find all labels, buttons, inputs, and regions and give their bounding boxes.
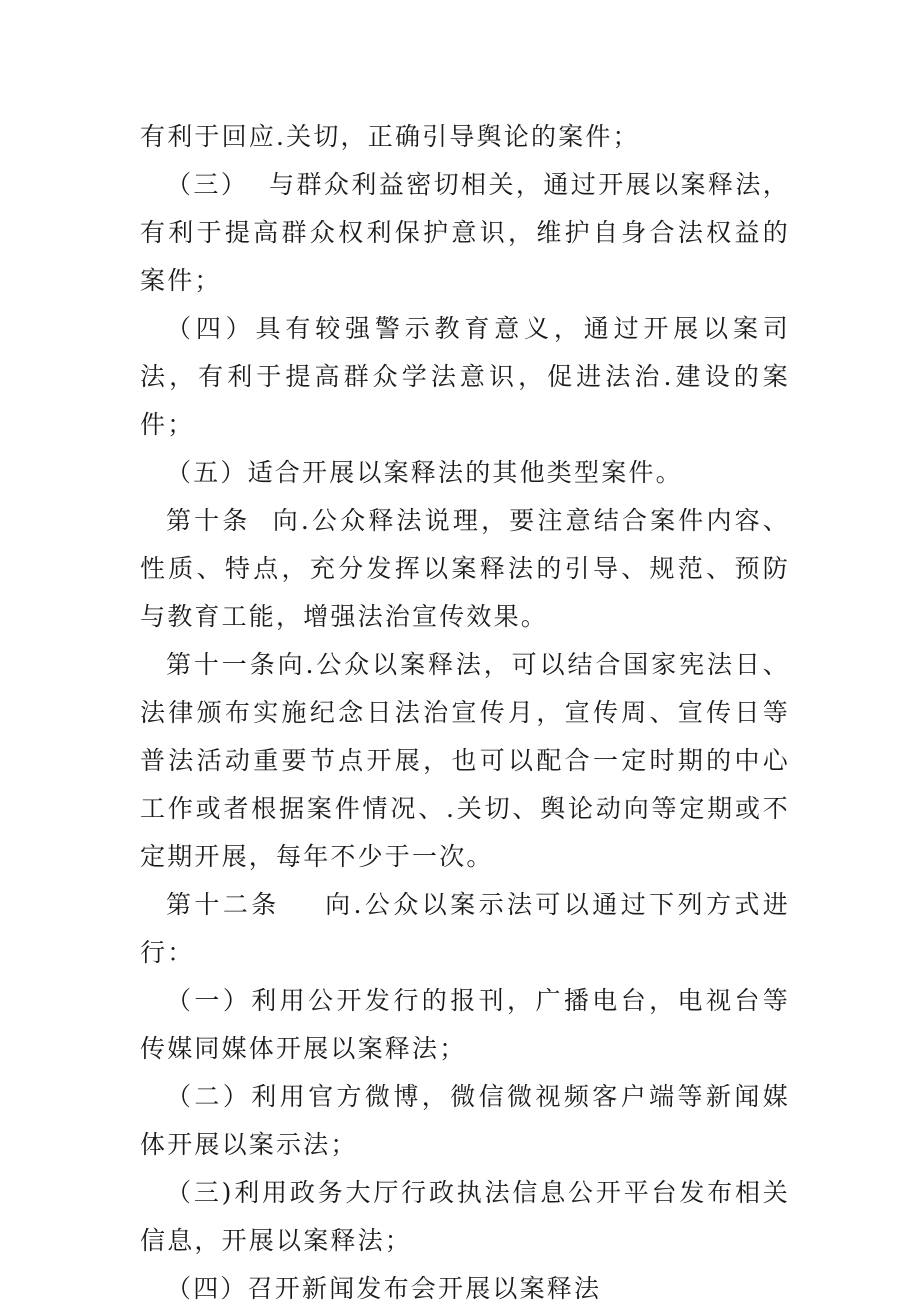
paragraph-article-10: 第十条 向.公众释法说理，要注意结合案件内容、性质、特点，充分发挥以案释法的引导、规范、预防与教育工能，增强法治宣传效果。 — [140, 506, 790, 631]
document-body — [140, 113, 790, 1313]
paragraph-item-four: （四）具有较强警示教育意义，通过开展以案司法，有利于提高群众学法意识，促进法治.建设的案件； — [140, 314, 790, 439]
paragraph-method-two: （二）利用官方微博，微信微视频客户端等新闻媒体开展以案示法； — [140, 1082, 790, 1159]
paragraph-continuation: 有利于回应.关切，正确引导舆论的案件； — [140, 122, 640, 151]
paragraph-item-three: （三） 与群众利益密切相关，通过开展以案释法，有利于提高群众权利保护意识，维护自身合法权益的案件； — [140, 170, 790, 295]
paragraph-method-three: （三)利用政务大厅行政执法信息公开平台发布相关信息，开展以案释法； — [140, 1178, 790, 1255]
paragraph-article-11: 第十一条向.公众以案释法，可以结合国家宪法日、法律颁布实施纪念日法治宣传月，宣传周、宣传日等普法活动重要节点开展，也可以配合一定时期的中心工作或者根据案件情况、.关切、舆论动向等定期或不定期开展，每年不少于一次。 — [140, 650, 790, 871]
paragraph-item-five: （五）适合开展以案释法的其他类型案件。 — [166, 458, 683, 487]
paragraph-article-12: 第十二条 向.公众以案示法可以通过下列方式进行： — [140, 890, 790, 967]
paragraph-method-one: （一）利用公开发行的报刊，广播电台，电视台等传媒同媒体开展以案释法； — [140, 986, 790, 1063]
paragraph-method-four: （四）召开新闻发布会开展以案释法 — [166, 1274, 602, 1303]
